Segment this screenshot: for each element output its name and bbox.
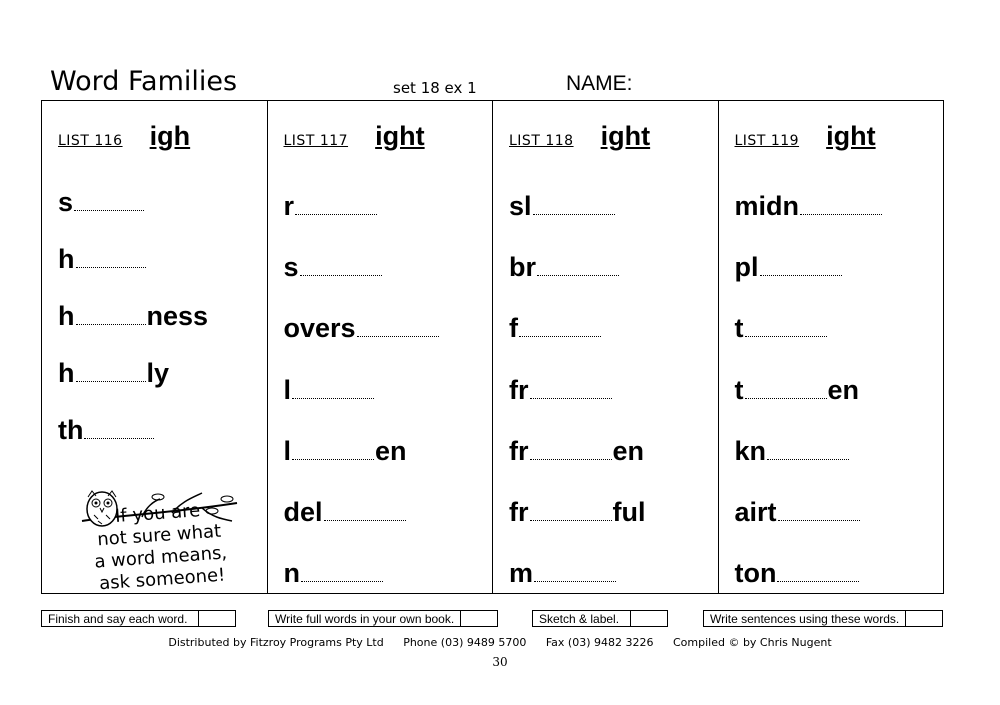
list-number: LIST 118 bbox=[509, 133, 574, 149]
fill-in-blank[interactable] bbox=[800, 200, 882, 215]
fill-in-blank[interactable] bbox=[76, 253, 146, 268]
word-item bbox=[58, 187, 145, 218]
word-prefix: fr bbox=[509, 435, 529, 466]
word-prefix: n bbox=[283, 558, 300, 589]
fill-in-blank[interactable] bbox=[745, 322, 827, 337]
note-line: not sure what bbox=[96, 520, 222, 551]
list-heading bbox=[58, 121, 190, 152]
fill-in-blank[interactable] bbox=[767, 445, 849, 460]
list-number: LIST 116 bbox=[58, 133, 123, 149]
word-item bbox=[735, 436, 851, 467]
set-label: set 18 ex 1 bbox=[393, 79, 477, 97]
word-item bbox=[509, 497, 646, 528]
page-number: 30 bbox=[492, 655, 508, 669]
word-item bbox=[58, 244, 147, 275]
footer-credits bbox=[0, 636, 1000, 649]
word-item bbox=[735, 497, 861, 528]
fill-in-blank[interactable] bbox=[778, 506, 860, 521]
tick-box[interactable] bbox=[198, 610, 236, 627]
word-item bbox=[284, 252, 383, 283]
fill-in-blank[interactable] bbox=[84, 424, 154, 439]
word-prefix: s bbox=[283, 252, 299, 283]
tick-box[interactable] bbox=[905, 610, 943, 627]
worksheet-title: Word Families bbox=[50, 66, 238, 97]
word-prefix: th bbox=[58, 415, 84, 445]
fill-in-blank[interactable] bbox=[324, 506, 406, 521]
fax-number: Fax (03) 9482 3226 bbox=[545, 636, 654, 649]
phone-number: Phone (03) 9489 5700 bbox=[403, 636, 527, 649]
word-item bbox=[284, 191, 379, 222]
tick-box[interactable] bbox=[460, 610, 498, 627]
fill-in-blank[interactable] bbox=[74, 196, 144, 211]
word-item bbox=[284, 436, 407, 467]
word-item bbox=[58, 415, 155, 446]
word-prefix: midn bbox=[734, 191, 799, 221]
word-prefix: h bbox=[58, 244, 75, 274]
instruction-write-sentences bbox=[703, 610, 943, 627]
list-heading bbox=[735, 121, 876, 152]
instruction-text: Finish and say each word. bbox=[48, 612, 188, 626]
instruction-sketch-label bbox=[532, 610, 668, 627]
word-item bbox=[284, 313, 440, 344]
fill-in-blank[interactable] bbox=[292, 445, 374, 460]
list-heading bbox=[284, 121, 425, 152]
word-item bbox=[284, 558, 385, 589]
word-item bbox=[509, 558, 617, 589]
word-item bbox=[509, 436, 644, 467]
word-suffix: en bbox=[827, 374, 860, 405]
word-family: ight bbox=[600, 121, 651, 151]
fill-in-blank[interactable] bbox=[530, 506, 612, 521]
word-prefix: fr bbox=[509, 497, 529, 527]
word-item bbox=[284, 375, 376, 406]
distributor: Distributed by Fitzroy Programs Pty Ltd bbox=[168, 636, 384, 649]
instruction-text: Write full words in your own book. bbox=[275, 612, 455, 626]
word-prefix: f bbox=[509, 313, 518, 344]
instruction-write-full-words bbox=[268, 610, 498, 627]
word-prefix: br bbox=[509, 252, 536, 283]
word-family: igh bbox=[149, 121, 191, 151]
word-item bbox=[735, 375, 860, 406]
word-prefix: kn bbox=[734, 435, 767, 466]
word-lists-grid bbox=[41, 100, 944, 594]
note-line: If you are bbox=[114, 500, 201, 528]
word-prefix: overs bbox=[283, 313, 356, 344]
fill-in-blank[interactable] bbox=[300, 261, 382, 276]
fill-in-blank[interactable] bbox=[534, 567, 616, 582]
tick-box[interactable] bbox=[630, 610, 668, 627]
fill-in-blank[interactable] bbox=[292, 384, 374, 399]
compiler-credit: Compiled © by Chris Nugent bbox=[672, 636, 832, 649]
word-prefix: h bbox=[58, 301, 75, 331]
list-number: LIST 119 bbox=[734, 133, 800, 149]
list-column-117 bbox=[268, 101, 494, 593]
name-label: NAME: bbox=[566, 72, 633, 95]
word-prefix: fr bbox=[509, 374, 529, 405]
fill-in-blank[interactable] bbox=[760, 261, 842, 276]
word-suffix: ful bbox=[612, 497, 646, 527]
word-prefix: l bbox=[283, 435, 292, 466]
note-line: ask someone! bbox=[98, 564, 226, 595]
fill-in-blank[interactable] bbox=[301, 567, 383, 582]
list-column-119 bbox=[719, 101, 944, 593]
word-item bbox=[284, 497, 407, 528]
word-prefix: airt bbox=[734, 497, 777, 527]
word-prefix: h bbox=[58, 358, 75, 388]
word-prefix: t bbox=[734, 313, 744, 344]
word-suffix: en bbox=[375, 435, 407, 466]
fill-in-blank[interactable] bbox=[530, 445, 612, 460]
word-prefix: del bbox=[283, 497, 323, 527]
instruction-finish-and-say bbox=[41, 610, 236, 627]
fill-in-blank[interactable] bbox=[533, 200, 615, 215]
fill-in-blank[interactable] bbox=[76, 310, 146, 325]
fill-in-blank[interactable] bbox=[530, 384, 612, 399]
word-family: ight bbox=[375, 121, 425, 151]
word-prefix: s bbox=[58, 187, 74, 217]
list-column-116 bbox=[42, 101, 268, 593]
word-item bbox=[509, 191, 616, 222]
word-item bbox=[58, 358, 169, 389]
word-prefix: pl bbox=[734, 252, 759, 283]
word-item bbox=[735, 252, 843, 283]
list-heading bbox=[509, 121, 650, 152]
help-note bbox=[57, 496, 263, 598]
word-prefix: sl bbox=[509, 191, 532, 221]
word-item bbox=[509, 313, 602, 344]
word-item bbox=[58, 301, 208, 332]
instruction-text: Write sentences using these words. bbox=[710, 612, 900, 626]
word-family: ight bbox=[826, 121, 876, 151]
instruction-text: Sketch & label. bbox=[539, 612, 620, 626]
word-suffix: ness bbox=[146, 301, 209, 331]
fill-in-blank[interactable] bbox=[76, 367, 146, 382]
word-item bbox=[509, 375, 613, 406]
word-prefix: t bbox=[734, 374, 744, 405]
word-prefix: ton bbox=[734, 558, 777, 589]
fill-in-blank[interactable] bbox=[295, 200, 377, 215]
word-prefix: l bbox=[283, 374, 292, 405]
word-item bbox=[509, 252, 620, 283]
fill-in-blank[interactable] bbox=[777, 567, 859, 582]
word-item bbox=[735, 558, 861, 589]
fill-in-blank[interactable] bbox=[537, 261, 619, 276]
word-item bbox=[735, 313, 828, 344]
word-prefix: m bbox=[509, 558, 534, 589]
word-item bbox=[735, 191, 884, 222]
word-suffix: en bbox=[612, 435, 645, 466]
note-line: a word means, bbox=[93, 542, 228, 573]
word-prefix: r bbox=[283, 191, 295, 221]
fill-in-blank[interactable] bbox=[745, 384, 827, 399]
list-column-118 bbox=[493, 101, 719, 593]
fill-in-blank[interactable] bbox=[519, 322, 601, 337]
fill-in-blank[interactable] bbox=[357, 322, 439, 337]
word-suffix: ly bbox=[146, 358, 170, 388]
list-number: LIST 117 bbox=[283, 133, 349, 149]
